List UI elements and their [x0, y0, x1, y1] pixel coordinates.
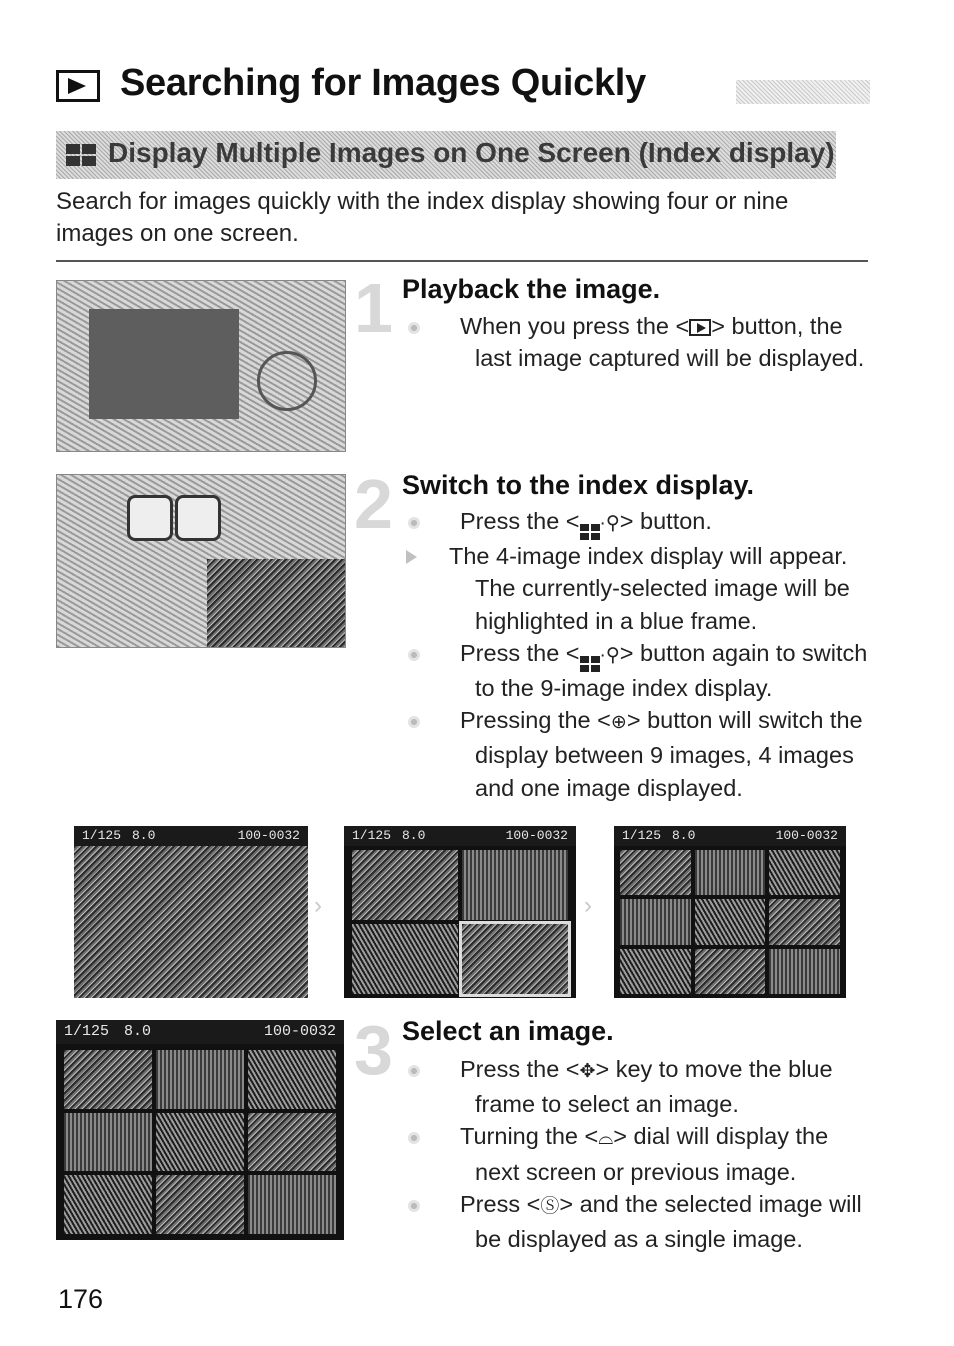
list-item [438, 540, 868, 637]
bullet-text: Press the < [460, 639, 580, 666]
section-band [56, 131, 836, 179]
thumbnail [620, 899, 691, 944]
thumbnail [248, 1175, 336, 1234]
photo [74, 846, 308, 998]
step-1-bullets [438, 310, 868, 374]
bullet-text: > key to move the blue frame to select an image. [475, 1056, 833, 1118]
magnify-minus-icon: ·⚲ [599, 644, 620, 666]
thumbnail [462, 850, 568, 920]
index-reduce-icon [580, 656, 600, 672]
thumbnail [695, 949, 766, 994]
magnify-plus-icon: ⊕ [610, 712, 627, 734]
bullet-text: Press the < [460, 1056, 580, 1082]
thumbnail [695, 899, 766, 944]
file-number: 100-0032 [237, 828, 300, 843]
index-reduce-icon [580, 524, 600, 540]
info-bar [56, 1020, 344, 1044]
camera-lcd [89, 309, 239, 419]
nine-image-select-screen [56, 1020, 344, 1240]
aperture-value: 8.0 [672, 828, 696, 843]
next-arrow-icon: › [314, 892, 322, 919]
bullet-text: > dial will display the next screen or previous image. [475, 1123, 829, 1185]
file-number: 100-0032 [263, 1023, 336, 1040]
bullet-text: > button. [619, 508, 712, 534]
next-arrow-icon: › [584, 892, 592, 919]
thumbnail [156, 1113, 244, 1172]
cross-keys-icon: ✥ [579, 1061, 596, 1082]
thumbnail [620, 850, 691, 895]
thumbnail [248, 1050, 336, 1109]
playback-icon [56, 70, 100, 102]
page-title-row [56, 62, 870, 112]
bullet-text: > and the selected image will be displayed as a single image. [475, 1190, 862, 1253]
ael-button [127, 495, 173, 541]
camera-back-photo [56, 280, 346, 452]
thumbnail [64, 1175, 152, 1234]
thumbnail [620, 949, 691, 994]
section-intro: Search for images quickly with the index display showing four or nine images on one screen. [56, 188, 789, 247]
thumbnail-selected [462, 924, 568, 994]
bullet-text: > button will switch the display between 9 images, 4 images and one image displayed. [475, 707, 863, 801]
divider [56, 260, 868, 262]
bullet-text: When you press the < [460, 313, 690, 339]
info-bar [74, 826, 308, 846]
list-item [438, 310, 868, 374]
thumbnail [156, 1175, 244, 1234]
nine-image-index-screen [614, 826, 846, 998]
list-item [438, 1120, 868, 1187]
shutter-value: 1/125 [622, 828, 662, 843]
step-2-heading: Switch to the index display. [402, 470, 755, 500]
bullet-text: Turning the < [460, 1123, 599, 1150]
aperture-value: 8.0 [132, 828, 156, 843]
bullet-icon [408, 1200, 420, 1212]
thumbnail [769, 850, 840, 895]
aperture-value: 8.0 [124, 1023, 152, 1040]
step-2-bullets [438, 505, 868, 804]
thumbnail-grid [64, 1050, 336, 1234]
thumbnail-grid [620, 850, 840, 994]
shutter-value: 1/125 [64, 1023, 110, 1040]
thumbnail [769, 899, 840, 944]
section-title: Display Multiple Images on One Screen (Index display) [108, 137, 835, 168]
file-number: 100-0032 [505, 828, 568, 843]
bullet-icon [408, 649, 420, 661]
bullet-text: Press the < [460, 508, 580, 534]
title-decoration [736, 80, 870, 104]
list-item [438, 1053, 868, 1120]
thumbnail [695, 850, 766, 895]
thumbnail [64, 1113, 152, 1172]
four-image-index-screen [344, 826, 576, 998]
thumbnail [769, 949, 840, 994]
bullet-text: The 4-image index display will appear. The currently-selected image will be highlighted in a blue frame. [449, 543, 850, 634]
info-bar [614, 826, 846, 846]
result-arrow-icon [406, 550, 417, 564]
step-number-2: 2 [354, 465, 393, 543]
step-number-1: 1 [354, 269, 393, 347]
step-3-heading: Select an image. [402, 1016, 614, 1046]
bullet-text: Press < [460, 1190, 541, 1217]
step-number-3: 3 [354, 1011, 393, 1089]
list-item [438, 505, 868, 540]
lcd-preview [207, 559, 345, 647]
shutter-value: 1/125 [82, 828, 122, 843]
bullet-icon [408, 1132, 420, 1144]
bullet-text: Pressing the < [460, 707, 611, 734]
main-dial-icon: ⌓ [598, 1128, 614, 1150]
info-bar [344, 826, 576, 846]
thumbnail-grid [352, 850, 568, 994]
bullet-icon [408, 1065, 420, 1077]
index-button [175, 495, 221, 541]
cross-keys [257, 351, 317, 411]
thumbnail [64, 1050, 152, 1109]
thumbnail [352, 850, 458, 920]
playback-button-icon [689, 319, 711, 336]
bullet-icon [408, 322, 420, 334]
thumbnail [352, 924, 458, 994]
set-button-icon: Ⓢ [540, 1195, 560, 1217]
shutter-value: 1/125 [352, 828, 392, 843]
page-title: Searching for Images Quickly [120, 62, 646, 104]
step-3-bullets [438, 1053, 868, 1255]
bullet-text: > button again to switch to the 9-image index display. [475, 639, 868, 702]
list-item [438, 1188, 868, 1255]
thumbnail [248, 1113, 336, 1172]
single-image-screen [74, 826, 308, 998]
step-1-heading: Playback the image. [402, 274, 661, 304]
list-item [438, 637, 868, 704]
file-number: 100-0032 [775, 828, 838, 843]
list-item [438, 704, 868, 804]
aperture-value: 8.0 [402, 828, 426, 843]
camera-buttons-photo [56, 474, 346, 648]
page-number: 176 [58, 1284, 104, 1314]
thumbnail [156, 1050, 244, 1109]
magnify-minus-icon: ·⚲ [599, 513, 620, 534]
bullet-text: > button, the last image captured will be displayed. [475, 313, 865, 372]
bullet-icon [408, 517, 420, 529]
index-grid-icon [66, 144, 96, 166]
bullet-icon [408, 716, 420, 728]
